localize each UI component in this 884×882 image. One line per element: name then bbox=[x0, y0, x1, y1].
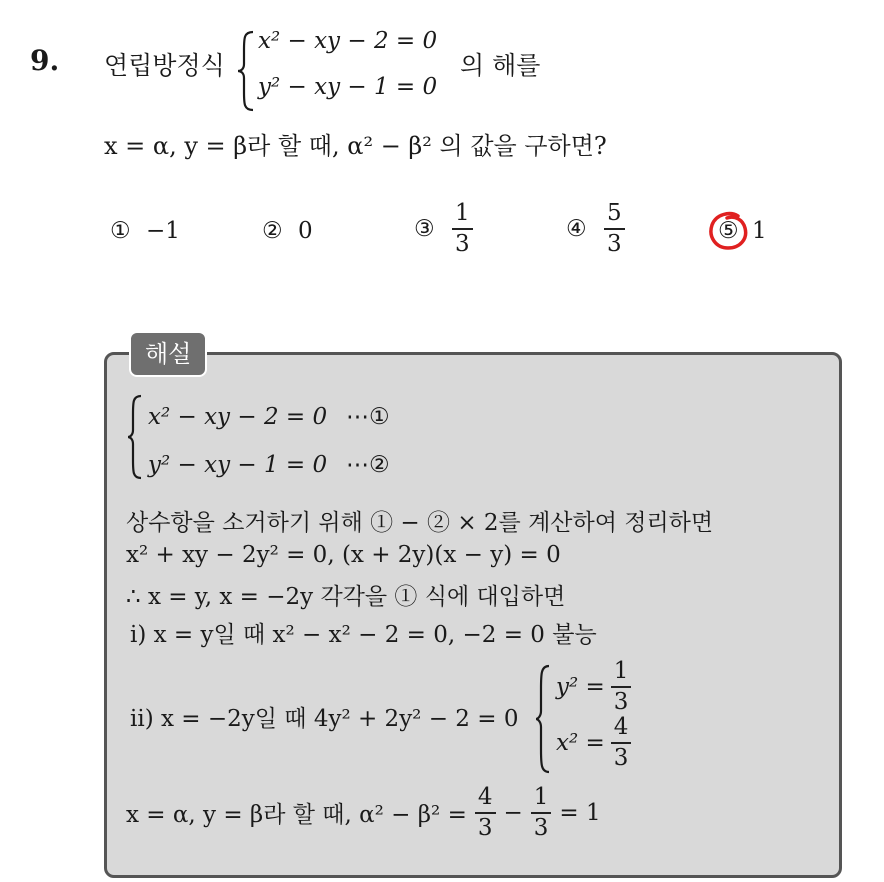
answer-circle-mark bbox=[708, 210, 750, 252]
result-fraction bbox=[611, 660, 632, 714]
fraction-bar bbox=[452, 228, 473, 230]
solution-step-2: x² + xy − 2y² = 0, (x + 2y)(x − y) = 0 bbox=[126, 542, 561, 568]
solution-step-1: 상수항을 소거하기 위해 ① − ② × 2를 계산하여 정리하면 bbox=[126, 510, 714, 536]
question-equation-2: y² − xy − 1 = 0 bbox=[258, 74, 438, 100]
fraction-denominator: 3 bbox=[606, 230, 622, 257]
fraction-numerator: 1 bbox=[613, 658, 629, 684]
fraction-denominator: 3 bbox=[477, 814, 493, 841]
solution-equation-1: x² − xy − 2 = 0 bbox=[148, 404, 328, 430]
choice-marker: ③ bbox=[414, 215, 435, 242]
fraction-denominator: 3 bbox=[613, 688, 629, 715]
question-system-brace bbox=[236, 30, 256, 112]
solution-equation-1-ref: ⋯① bbox=[346, 404, 390, 430]
choice-marker: ① bbox=[110, 218, 131, 244]
case-2-result-brace bbox=[534, 664, 552, 774]
solution-case-2: ⅱ) x = −2y일 때 4y² + 2y² − 2 = 0 bbox=[130, 706, 519, 732]
final-prefix: x = α, y = β라 할 때, α² − β² = bbox=[126, 802, 467, 829]
fraction-numerator: 1 bbox=[533, 784, 549, 810]
solution-tab: 해설 bbox=[129, 331, 207, 377]
fraction-denominator: 3 bbox=[454, 230, 470, 257]
question-number: 9. bbox=[30, 44, 60, 77]
final-result: = 1 bbox=[559, 799, 601, 826]
choice-value: 1 bbox=[751, 218, 767, 244]
choice-value: −1 bbox=[145, 218, 180, 244]
final-minus: − bbox=[503, 799, 523, 826]
solution-case-1: ⅰ) x = y일 때 x² − x² − 2 = 0, −2 = 0 불능 bbox=[130, 622, 597, 648]
fraction-numerator: 1 bbox=[454, 200, 470, 226]
solution-final-line bbox=[126, 786, 601, 840]
case-2-result-y bbox=[556, 660, 631, 714]
fraction-numerator: 4 bbox=[613, 714, 629, 740]
result-lhs: y² = bbox=[556, 673, 605, 700]
choice-fraction bbox=[452, 202, 473, 256]
question-label: 연립방정식 bbox=[104, 51, 225, 80]
choice-4[interactable] bbox=[566, 202, 625, 256]
fraction-bar bbox=[475, 812, 496, 814]
fraction-numerator: 5 bbox=[606, 200, 622, 226]
result-fraction bbox=[611, 716, 632, 770]
fraction-bar bbox=[604, 228, 625, 230]
solution-equation-2-ref: ⋯② bbox=[346, 452, 390, 478]
choice-fraction bbox=[604, 202, 625, 256]
result-lhs: x² = bbox=[556, 729, 605, 756]
question-text: x = α, y = β라 할 때, α² − β² 의 값을 구하면? bbox=[104, 132, 607, 160]
choice-3[interactable] bbox=[414, 202, 473, 256]
solution-step-3: ∴ x = y, x = −2y 각각을 ① 식에 대입하면 bbox=[126, 584, 566, 610]
fraction-bar bbox=[611, 742, 632, 744]
choice-marker: ② bbox=[262, 218, 283, 244]
solution-equation-2: y² − xy − 1 = 0 bbox=[148, 452, 328, 478]
choice-2[interactable] bbox=[262, 218, 313, 244]
fraction-denominator: 3 bbox=[613, 744, 629, 771]
choice-1[interactable] bbox=[110, 218, 180, 244]
fraction-numerator: 4 bbox=[477, 784, 493, 810]
choice-value: 0 bbox=[297, 218, 313, 244]
case-2-result-x bbox=[556, 716, 631, 770]
final-fraction-2 bbox=[531, 786, 552, 840]
choice-marker: ⑤ bbox=[718, 218, 739, 244]
solution-system-brace bbox=[126, 394, 144, 480]
choice-marker: ④ bbox=[566, 215, 587, 242]
fraction-bar bbox=[531, 812, 552, 814]
question-equation-1: x² − xy − 2 = 0 bbox=[258, 28, 438, 54]
question-suffix: 의 해를 bbox=[460, 51, 541, 80]
final-fraction-1 bbox=[475, 786, 496, 840]
fraction-bar bbox=[611, 686, 632, 688]
fraction-denominator: 3 bbox=[533, 814, 549, 841]
